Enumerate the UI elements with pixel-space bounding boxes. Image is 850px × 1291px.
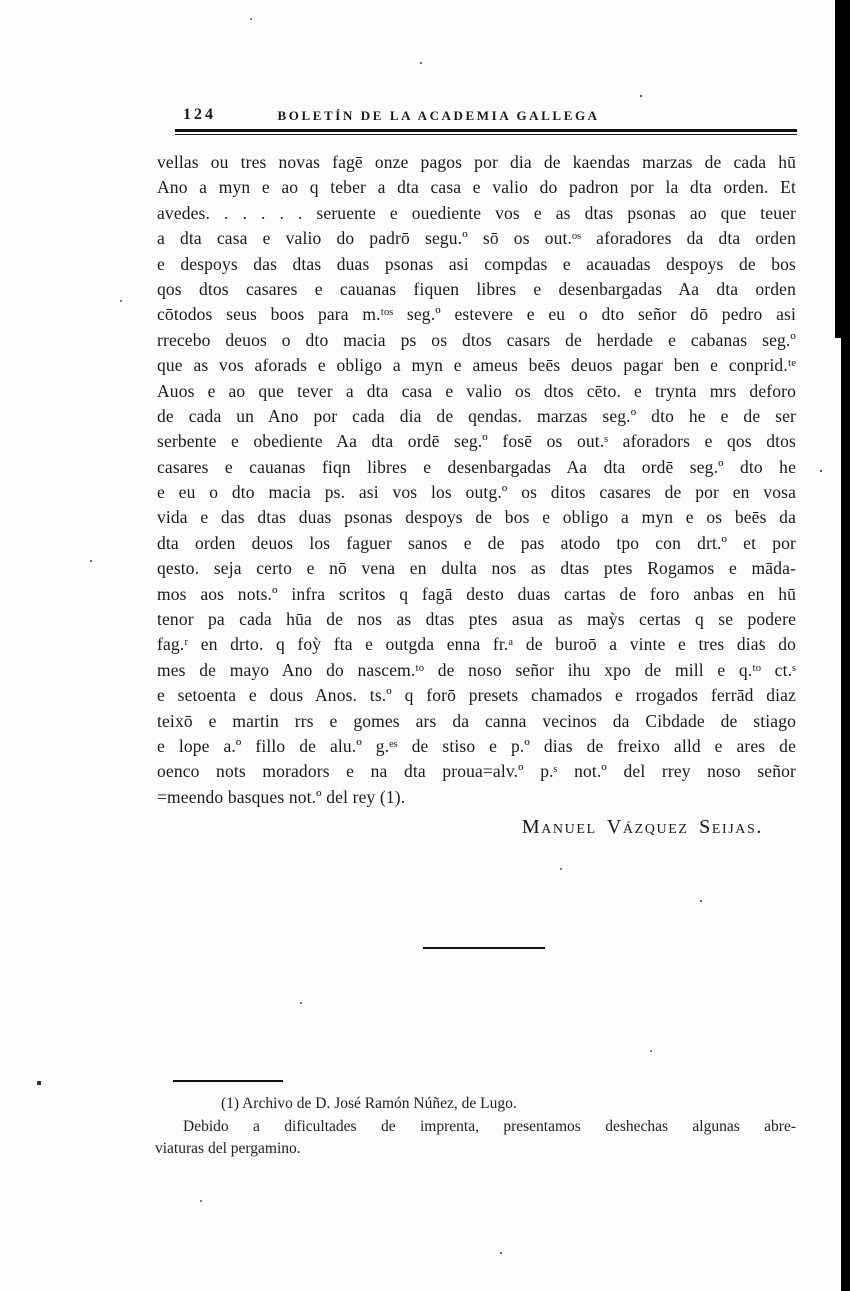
text-line-19: tenor pa cada hūa de nos as dtas ptes asua as maỳs certas q se podere	[157, 609, 796, 630]
text-line-11: de cada un Ano por cada dia de qendas. marzas seg.º dto he e de ser	[157, 405, 796, 426]
text-line-8: rrecebo deuos o dto macia ps os dtos casars de herdade e cabanas seg.º	[157, 329, 796, 350]
footnote	[155, 1093, 796, 1161]
text-line-26: =meendo basques not.º del rey (1).	[157, 786, 406, 807]
footnote-line-1: (1) Archivo de D. José Ramón Núñez, de Lugo.	[221, 1095, 517, 1112]
section-divider-rule	[423, 947, 545, 949]
text-line-22: e setoenta e dous Anos. ts.º q forō presets chamados e rrogados ferrād diaz	[157, 685, 796, 706]
scan-noise-speckles	[0, 0, 2, 2]
scan-edge-bar-bottom	[841, 338, 850, 1291]
footnote-line-2: Debido a dificultades de imprenta, presentamos deshechas algunas abre-	[183, 1117, 796, 1135]
text-line-9: que as vos aforads e obligo a myn e ameus beēs deuos pagar ben e conprid.ᵗᵉ	[157, 355, 796, 376]
text-line-21: mes de mayo Ano do nascem.ᵗᵒ de noso señor ihu xpo de mill e q.ᵗᵒ ct.ˢ	[157, 659, 796, 680]
text-line-20: fag.ʳ en drto. q foỳ fta e outgda enna fr.ᵃ de buroō a vinte e tres dias do	[157, 634, 796, 655]
text-line-15: vida e das dtas duas psonas despoys de bos e obligo a myn e os beēs da	[157, 507, 796, 528]
scan-edge-bar-top	[835, 0, 850, 338]
text-line-5: e despoys das dtas duas psonas asi compdas e acauadas despoys de bos	[157, 253, 796, 274]
text-line-7: cōtodos seus boos para m.ᵗᵒˢ seg.º estevere e eu o dto señor dō pedro asi	[157, 304, 796, 325]
text-line-10: Auos e ao que tever a dta casa e valio os dtos cēto. e trynta mrs deforo	[157, 380, 796, 401]
text-line-16: dta orden deuos los faguer sanos e de pas atodo tpo con drt.º et por	[157, 532, 796, 553]
header-rule	[175, 129, 797, 135]
text-line-12: serbente e obediente Aa dta ordē seg.º fosē os out.ˢ aforadors e qos dtos	[157, 431, 796, 452]
text-line-18: mos aos nots.º infra scritos q fagā desto duas cartas de foro anbas en hū	[157, 583, 796, 604]
text-line-17: qesto. seja certo e nō vena en dulta nos as dtas ptes Rogamos e māda-	[157, 558, 796, 579]
footnote-separator-rule	[173, 1080, 283, 1082]
header-rule-thin-line	[175, 134, 797, 135]
text-line-23: teixō e martin rrs e gomes ars da canna vecinos da Cibdade de stiago	[157, 710, 796, 731]
text-line-3: avedes. . . . . . seruente e ouediente vos e as dtas psonas ao que teuer	[157, 202, 796, 223]
text-line-25: oenco nots moradors e na dta proua=alv.º p.ˢ not.º del rrey noso señor	[157, 761, 796, 782]
page-header	[157, 106, 797, 128]
author-signature: Manuel Vázquez Seijas.	[521, 816, 763, 838]
journal-title: BOLETÍN DE LA ACADEMIA GALLEGA	[277, 108, 600, 123]
footnote-line-3: viaturas del pergamino.	[155, 1140, 301, 1157]
text-line-14: e eu o dto macia ps. asi vos los outg.º os ditos casares de por en vosa	[157, 482, 796, 503]
header-rule-thick-line	[175, 129, 797, 132]
text-line-1: vellas ou tres novas fagē onze pagos por dia de kaendas marzas de cada hū	[157, 152, 796, 172]
text-line-6: qos dtos casares e cauanas fiquen libres e desenbargadas Aa dta orden	[157, 278, 796, 299]
text-line-24: e lope a.º fillo de alu.º g.ᵉˢ de stiso e p.º dias de freixo alld e ares de	[157, 735, 796, 756]
text-line-2: Ano a myn e ao q teber a dta casa e valio do padron por la dta orden. Et	[157, 177, 796, 198]
author-signature-row	[157, 816, 796, 839]
document-body-text	[157, 150, 796, 810]
text-line-13: casares e cauanas fiqn libres e desenbargadas Aa dta ordē seg.º dto he	[157, 456, 796, 477]
page-number: 124	[183, 106, 216, 123]
text-line-4: a dta casa e valio do padrō segu.º sō os out.ᵒˢ aforadores da dta orden	[157, 228, 796, 249]
